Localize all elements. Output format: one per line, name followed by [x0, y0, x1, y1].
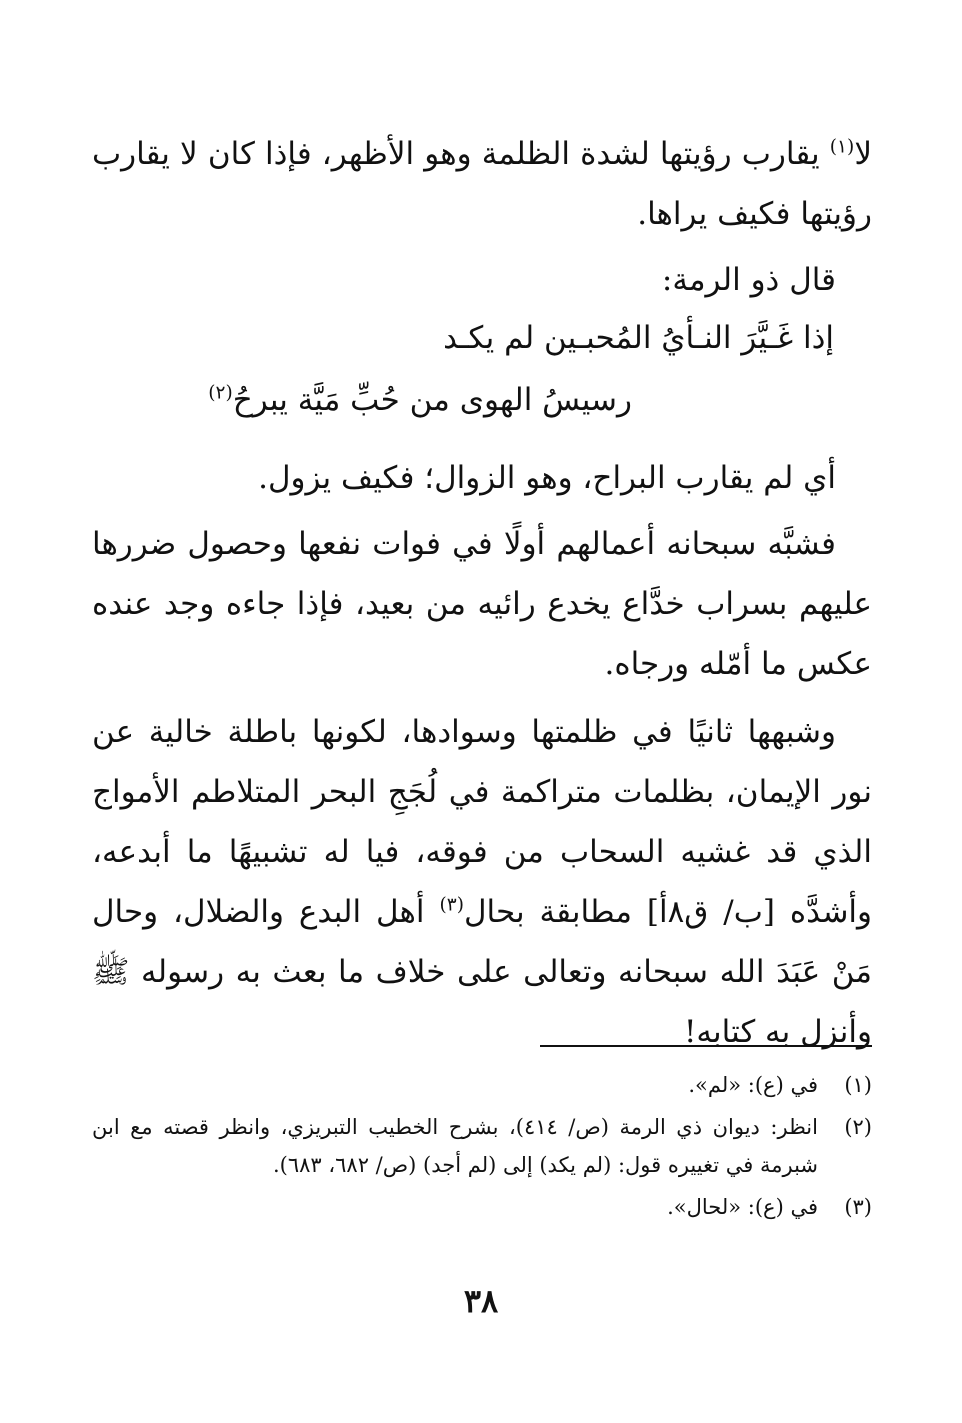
paragraph-4: [92, 514, 872, 694]
footnote-2: [92, 1108, 872, 1184]
footnote-ref-3: (٣): [439, 894, 464, 916]
verse-line-2: [208, 380, 632, 420]
footnote-1-text: في (ع): «لم».: [688, 1073, 818, 1097]
footnote-1: [92, 1066, 872, 1104]
footnote-3-text: في (ع): «لحال».: [667, 1195, 818, 1219]
footnote-ref-2: (٢): [208, 382, 233, 404]
footnote-3: [92, 1188, 872, 1226]
footnote-2-text: انظر: ديوان ذي الرمة (ص/ ٤١٤)، بشرح الخطيب التبريزي، وانظر قصته مع ابن شبرمة في تغييره قول: (لم يكد) إلى (لم أجد) (ص/ ٦٨٢، ٦٨٣).: [92, 1115, 818, 1177]
footnote-1-number: (١): [844, 1073, 872, 1097]
verse-line-2-text: رسيسُ الهوى من حُبِّ مَيَّة يبرحُ: [232, 382, 632, 418]
footnote-separator: [540, 1045, 872, 1047]
paragraph-2-text: قال ذو الرمة:: [661, 262, 836, 298]
paragraph-4-text: فشبَّه سبحانه أعمالهم أولًا في فوات نفعها وحصول ضررها عليهم بسراب خدَّاع يخدع رائيه من بعيد، فإذا جاءه وجد عنده عكس ما أمّله ورجاه.: [92, 526, 872, 682]
footnote-ref-1: (١): [829, 136, 855, 158]
paragraph-2: [92, 250, 872, 310]
paragraph-1: [92, 124, 872, 244]
paragraph-5-part-1: وشبهها ثانيًا في ظلمتها وسوادها، لكونها باطلة خالية عن نور الإيمان، بظلمات متراكمة في لُجَجِ البحر المتلاطم الأمواج الذي قد غشيه السحاب من فوقه، فيا له تشبيهًا ما أبدعه، وأشدَّه [ب/ ق٨أ] مطابقة بحال: [92, 714, 873, 930]
paragraph-5-text: [92, 702, 872, 1062]
paragraph-5-part-2: أهل البدع والضلال، وحال مَنْ عَبَدَ الله سبحانه وتعالى على خلاف ما بعث به رسوله ﷺ وأنزل به كتابه!: [92, 894, 872, 1050]
paragraph-3: [92, 448, 872, 508]
paragraph-1-text: [92, 124, 872, 244]
paragraph-5: [92, 702, 872, 1062]
verse-line-1: إذا غَـيَّرَ النـأيُ المُحبـين لم يكـد: [443, 320, 834, 356]
footnote-3-number: (٣): [844, 1195, 872, 1219]
page-number: ٣٨: [463, 1282, 499, 1320]
paragraph-1-marker: لا: [854, 136, 872, 172]
footnotes: [92, 1066, 872, 1230]
paragraph-1-body: يقارب رؤيتها لشدة الظلمة وهو الأظهر، فإذا كان لا يقارب رؤيتها فكيف يراها.: [92, 136, 872, 232]
footnote-2-number: (٢): [844, 1115, 872, 1139]
paragraph-3-text: أي لم يقارب البراح، وهو الزوال؛ فكيف يزول.: [258, 460, 836, 496]
